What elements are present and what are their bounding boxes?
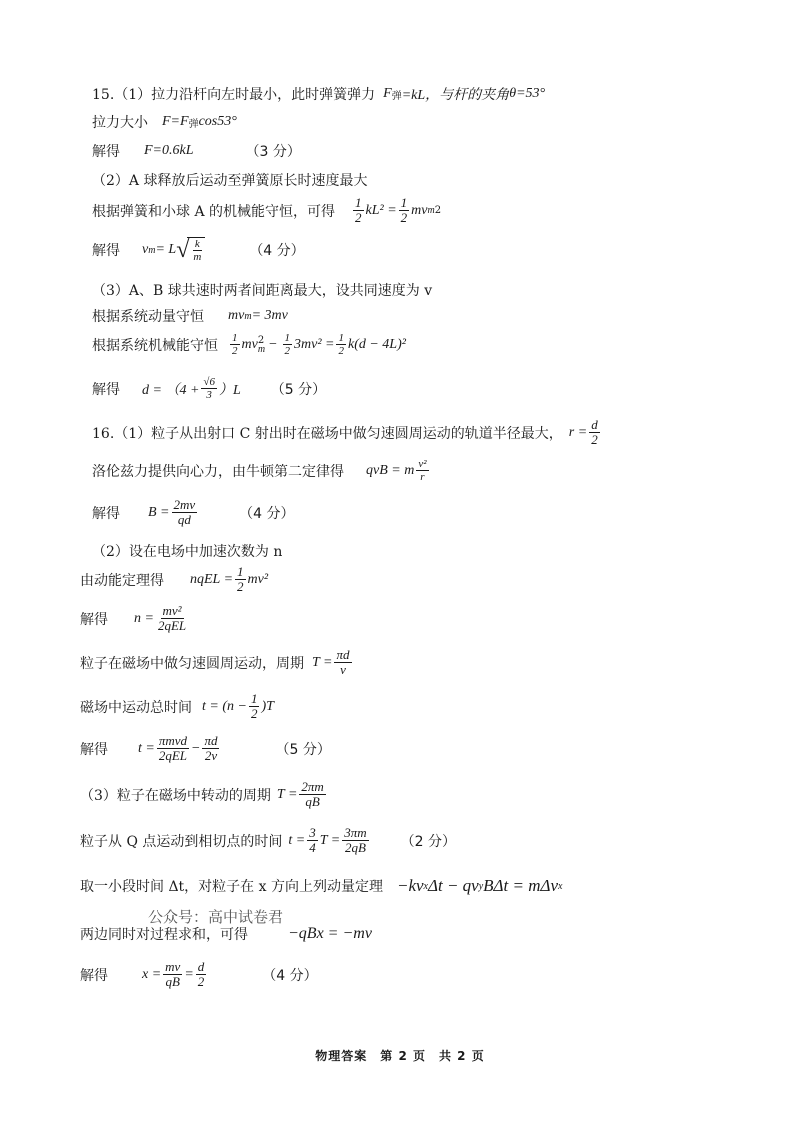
q16-frac-11b: $\frac{3\pi m}{2qB}$ [344,825,367,855]
q16-frac-10: $\frac{2\pi m}{qB}$ [301,779,324,809]
q15-minus-9: − [268,336,278,352]
q15-line-10 [92,376,326,401]
q15-text-9a: 根据系统机械能守恒 [92,337,218,354]
q16-sub-12a: x [423,880,428,892]
q16-text-5b: nqEL = [190,571,234,587]
q15-text-1b: F [383,86,392,101]
q16-text-5c: mv² [247,571,269,587]
q15-score-3: （3 分） [245,144,301,160]
q15-text-3b: F=0.6kL [144,143,194,158]
q16-text-12b: −kv [396,876,424,895]
q15-line-2 [92,112,237,132]
q15-text-5end: mv [411,202,428,218]
q15-text-9c: 3mv² = [294,336,335,352]
q15-text-6c: = L [155,242,177,257]
q15-line-8 [92,306,288,326]
q15-text-7: （3）A、B 球共速时两者间距离最大，设共同速度为 v [92,283,433,299]
q15-sub-2c: 弹 [188,118,199,130]
q15-sup-5: 2 [434,205,442,216]
q16-text-13b: −qBx = −mv [288,925,372,942]
q16-text-1a: 16.（1）粒子从出射口 C 射出时在磁场中做匀速圆周运动的轨道半径最大， [92,425,563,442]
q15-text-5mid: kL² = [365,202,397,218]
q16-frac-7: $\frac{\pi d}{v}$ [336,647,350,677]
q15-text-8c: = 3mv [251,308,288,323]
q16-text-12a: 取一小段时间 Δt，对粒子在 x 方向上列动量定理 [80,879,383,895]
q15-sub-5: m [427,205,435,216]
q16-text-7a: 粒子在磁场中做匀速圆周运动，周期 [80,655,304,672]
q16-sub-12b: y [478,880,484,892]
q16-text-9a: 解得 [80,741,108,758]
q16-text-11c: T = [319,832,341,848]
q15-frac-5b: $\frac{1}{2}$ [400,195,408,225]
q15-sub-8: m [244,310,252,322]
q16-text-13a: 两边同时对过程求和，可得 [80,927,248,943]
q16-text-7b: T = [312,654,333,670]
q16-text-1b: r = [568,424,588,440]
q15-sup-9: 2 [257,334,265,346]
q15-text-2b: F=F [162,114,189,129]
q16-line-11 [80,826,456,855]
q16-text-3a: 解得 [92,505,120,522]
watermark-text: 公众号：高中试卷君 [148,908,284,926]
q16-line-13 [80,924,372,944]
q16-frac-14b: $\frac{d}{2}$ [197,959,205,989]
q15-line-9 [92,332,406,357]
q16-line-10 [80,780,328,809]
q15-text-10b: d = （4 + [142,382,200,398]
q15-line-1 [92,84,545,104]
q15-sub-6: m [148,244,156,256]
q16-line-3 [92,498,295,527]
page-footer: 物理答案 第 2 页 共 2 页 [315,1049,485,1063]
q16-text-9b: t = [138,740,155,756]
q15-text-3a: 解得 [92,144,120,160]
q16-text-2b: qvB = m [366,462,415,478]
q16-line-2 [92,458,431,483]
q16-line-14 [80,960,318,989]
q16-text-5a: 由动能定理得 [80,572,164,589]
q16-text-14b: x = [142,966,162,982]
q15-text-2d: cos53° [198,114,237,129]
q16-line-1 [92,418,602,447]
q15-text-1d: =kL，与杆的夹角 [401,88,510,103]
q16-frac-2: $\frac{\text{v²}}{r}$ [418,458,427,483]
q15-sub-1c: 弹 [391,90,402,102]
q16-text-10a: （3）粒子在磁场中转动的周期 [80,787,271,804]
q15-frac-10: $\frac{√6}{3}$ [203,376,215,401]
q15-line-4 [92,170,367,190]
q16-line-12 [80,876,562,896]
q16-text-11a: 粒子从 Q 点运动到相切点的时间 [80,833,283,850]
q16-frac-3: $\frac{2mv}{qd}$ [173,497,196,527]
q16-frac-9a: $\frac{\text{πmvd}}{\text{2qEL}}$ [158,733,188,763]
q16-line-8 [80,692,274,721]
q16-text-6b: n = [134,610,154,626]
q15-text-9b: mv [241,336,258,352]
q15-text-6a: 解得 [92,243,120,259]
q15-text-4: （2）A 球释放后运动至弹簧原长时速度最大 [92,173,368,189]
q16-text-14a: 解得 [80,967,108,984]
q16-score-11: （2 分） [400,833,456,850]
q15-text-8a: 根据系统动量守恒 [92,309,204,325]
q16-text-10b: T = [276,786,298,802]
q15-text-5a: 根据弹簧和小球 A 的机械能守恒，可得 [92,203,336,220]
q16-text-4: （2）设在电场中加速次数为 n [92,544,283,560]
q15-text-9d: k(d − 4L)² [347,336,406,352]
q16-text-11b: t = [288,832,306,848]
q15-text-10c: ）L [218,382,241,398]
q15-frac-5a: $\frac{1}{2}$ [355,195,362,225]
q16-line-5 [80,565,268,594]
q16-score-14: （4 分） [262,967,318,984]
q16-frac-9b: $\frac{\pi d}{2v}$ [204,733,218,763]
q15-frac-9b: $\frac{1}{2}$ [284,332,291,357]
q15-text-10a: 解得 [92,381,120,398]
q15-frac-9a: $\frac{1}{2}$ [232,332,238,357]
q15-score-6: （4 分） [249,243,305,259]
q16-score-9: （5 分） [275,741,331,758]
q15-text-6b: v [142,242,149,257]
q16-text-3b: B = [148,504,170,520]
q15-score-10: （5 分） [270,381,327,398]
q15-frac-9c: $\frac{1}{2}$ [338,332,344,357]
q15-sqrt-6: √ $\frac{k}{m}$ [176,237,205,263]
q16-text-8a: 磁场中运动总时间 [80,699,192,716]
q16-text-12d: BΔt = mΔv [483,876,559,895]
q16-text-2a: 洛伦兹力提供向心力，由牛顿第二定律得 [92,463,344,480]
q15-text-8b: mv [228,308,245,323]
q16-text-8b: t = (n − [202,698,247,714]
q16-frac-11a: $\frac{3}{4}$ [309,825,316,855]
q16-line-6 [80,604,190,633]
q16-frac-1: $\frac{d}{2}$ [591,417,598,447]
q15-line-5 [92,196,441,225]
q15-sub-9: m [257,343,266,355]
q16-frac-8: $\frac{1}{2}$ [250,691,258,721]
q15-line-7 [92,280,432,300]
q15-text-2a: 拉力大小 [92,115,148,131]
q16-frac-6: $\frac{\text{mv²}}{\text{2qEL}}$ [157,603,187,633]
q16-line-4 [92,541,282,561]
q16-line-7 [80,648,354,677]
q16-text-14c: = [184,966,194,982]
q16-minus-9: − [191,740,201,756]
q16-frac-5: $\frac{1}{2}$ [237,564,244,594]
q15-text-1e: θ=53° [509,86,546,101]
q16-sub-12c: x [558,880,563,892]
q15-text-1a: 15.（1）拉力沿杆向左时最小，此时弹簧弹力 [92,87,376,103]
q15-line-6 [92,237,305,263]
q16-score-3: （4 分） [239,505,295,522]
q16-line-9 [80,734,331,763]
q16-text-12c: Δt − qv [428,876,479,895]
q16-text-6a: 解得 [80,611,108,628]
q15-line-3 [92,141,301,161]
q16-frac-14a: $\frac{mv}{qB}$ [165,959,181,989]
q16-text-8c: )T [261,698,274,714]
